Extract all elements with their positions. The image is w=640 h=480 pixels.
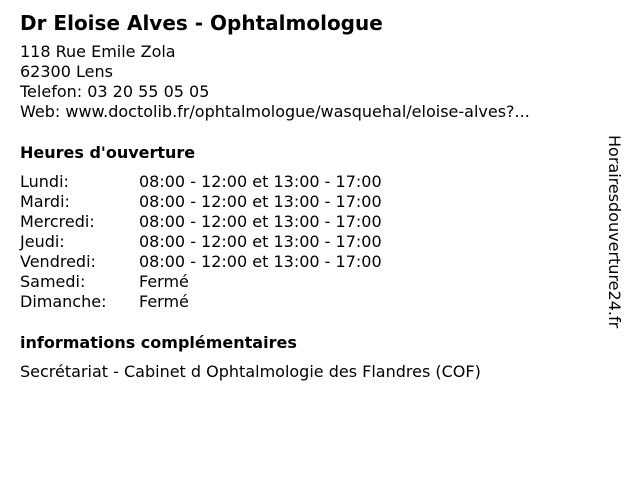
additional-info-text: Secrétariat - Cabinet d Ophtalmologie des Flandres (COF) — [20, 362, 481, 381]
page-title: Dr Eloise Alves - Ophtalmologue — [20, 11, 383, 35]
hours-time: Fermé — [139, 292, 189, 311]
opening-hours-list — [20, 172, 610, 312]
hours-day: Mercredi: — [20, 212, 95, 231]
address-street: 118 Rue Emile Zola — [20, 42, 176, 61]
hours-time: 08:00 - 12:00 et 13:00 - 17:00 — [139, 192, 382, 211]
hours-row-saturday — [20, 272, 610, 292]
hours-day: Dimanche: — [20, 292, 107, 311]
hours-time: 08:00 - 12:00 et 13:00 - 17:00 — [139, 232, 382, 251]
hours-time: 08:00 - 12:00 et 13:00 - 17:00 — [139, 172, 382, 191]
hours-day: Mardi: — [20, 192, 70, 211]
hours-row-friday — [20, 252, 610, 272]
doctor-card — [20, 10, 610, 382]
opening-hours-heading: Heures d'ouverture — [20, 143, 196, 162]
additional-info-heading: informations complémentaires — [20, 333, 297, 352]
phone-number[interactable]: Telefon: 03 20 55 05 05 — [20, 82, 210, 101]
address-city: 62300 Lens — [20, 62, 113, 81]
website-link[interactable]: Web: www.doctolib.fr/ophtalmologue/wasquehal/eloise-alves?... — [20, 102, 530, 121]
hours-time: 08:00 - 12:00 et 13:00 - 17:00 — [139, 212, 382, 231]
hours-row-tuesday — [20, 192, 610, 212]
hours-day: Lundi: — [20, 172, 69, 191]
hours-day: Samedi: — [20, 272, 86, 291]
hours-row-wednesday — [20, 212, 610, 232]
hours-row-sunday — [20, 292, 610, 312]
hours-time: Fermé — [139, 272, 189, 291]
hours-time: 08:00 - 12:00 et 13:00 - 17:00 — [139, 252, 382, 271]
hours-row-monday — [20, 172, 610, 192]
hours-day: Jeudi: — [20, 232, 65, 251]
hours-row-thursday — [20, 232, 610, 252]
brand-watermark: Horairesdouverture24.fr — [605, 135, 624, 329]
hours-day: Vendredi: — [20, 252, 96, 271]
